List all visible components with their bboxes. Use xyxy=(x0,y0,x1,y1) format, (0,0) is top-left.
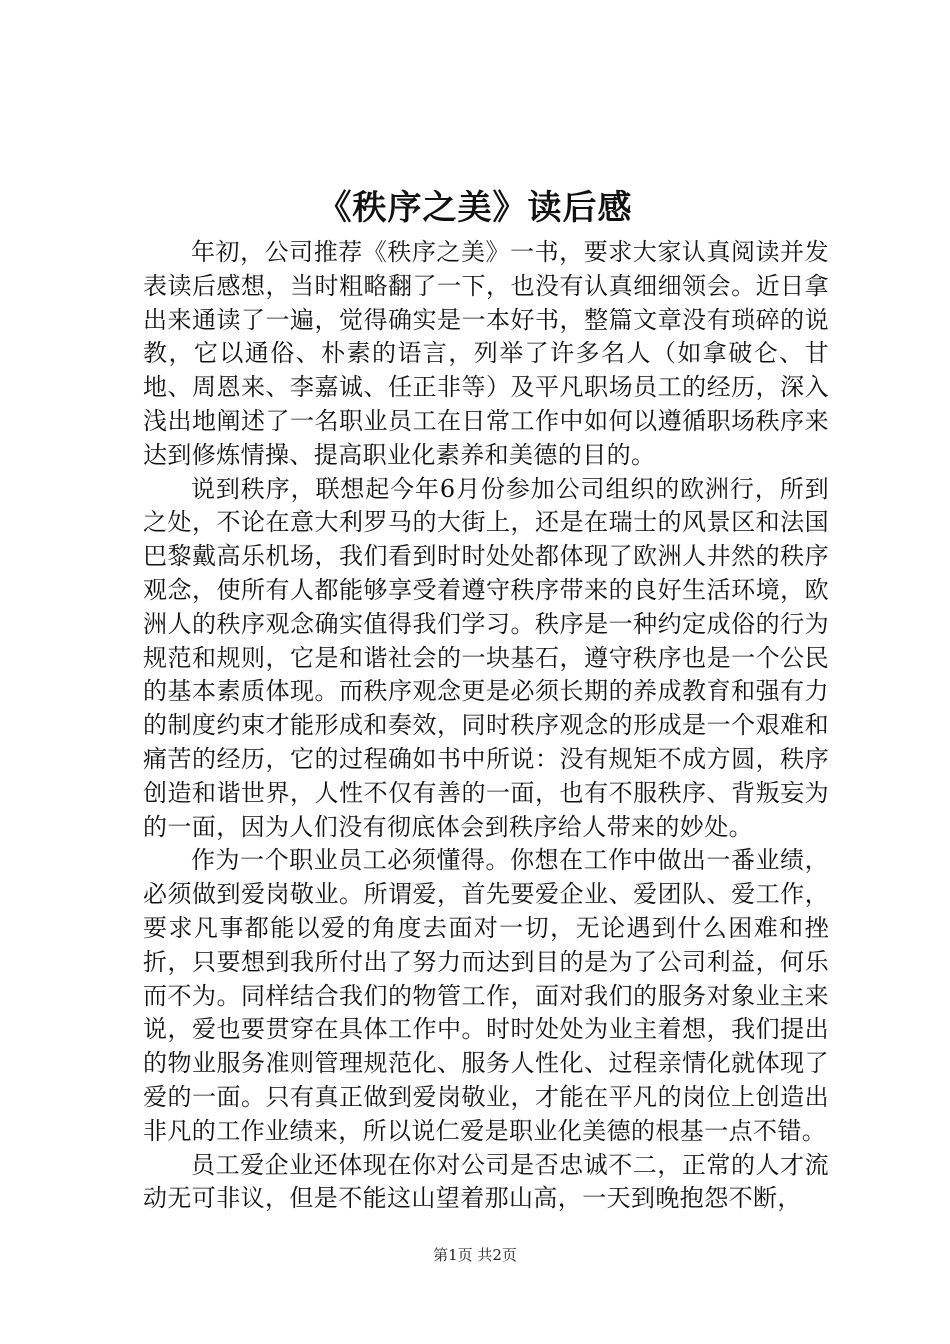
document-title: 《秩序之美》读后感 xyxy=(317,188,633,228)
paragraph-2: 说到秩序，联想起今年6月份参加公司组织的欧洲行，所到之处，不论在意大利罗马的大街上，还是在瑞士的风景区和法国巴黎戴高乐机场，我们看到时时处处都体现了欧洲人井然的秩序观念，使所有人都能够享受着遵守秩序带来的良好生活环境，欧洲人的秩序观念确实值得我们学习。秩序是一种约定成俗的行为规范和规则，它是和谐社会的一块基石，遵守秩序也是一个公民的基本素质体现。而秩序观念更是必须长期的养成教育和强有力的制度约束才能形成和奏效，同时秩序观念的形成是一个艰难和痛苦的经历，它的过程确如书中所说：没有规矩不成方圆，秩序创造和谐世界，人性不仅有善的一面，也有不服秩序、背叛妄为的一面，因为人们没有彻底体会到秩序给人带来的妙处。 xyxy=(143,474,829,841)
document-body xyxy=(143,236,829,1216)
paragraph-3: 作为一个职业员工必须懂得。你想在工作中做出一番业绩，必须做到爱岗敬业。所谓爱，首先要爱企业、爱团队、爱工作，要求凡事都能以爱的角度去面对一切，无论遇到什么困难和挫折，只要想到我所付出了努力而达到目的是为了公司利益，何乐而不为。同样结合我们的物管工作，面对我们的服务对象业主来说，爱也要贯穿在具体工作中。时时处处为业主着想，我们提出的物业服务准则管理规范化、服务人性化、过程亲情化就体现了爱的一面。只有真正做到爱岗敬业，才能在平凡的岗位上创造出非凡的工作业绩来，所以说仁爱是职业化美德的根基一点不错。 xyxy=(143,846,829,1145)
paragraph-4: 员工爱企业还体现在你对公司是否忠诚不二，正常的人才流动无可非议，但是不能这山望着那山高，一天到晚抱怨不断， xyxy=(143,1150,829,1213)
paragraph-1: 年初，公司推荐《秩序之美》一书，要求大家认真阅读并发表读后感想，当时粗略翻了一下，也没有认真细细领会。近日拿出来通读了一遍，觉得确实是一本好书，整篇文章没有琐碎的说教，它以通俗、朴素的语言，列举了许多名人（如拿破仑、甘地、周恩来、李嘉诚、任正非等）及平凡职场员工的经历，深入浅出地阐述了一名职业员工在日常工作中如何以遵循职场秩序来达到修炼情操、提高职业化素养和美德的目的。 xyxy=(143,238,829,469)
page-number-footer: 第1页 共2页 xyxy=(433,1246,517,1264)
